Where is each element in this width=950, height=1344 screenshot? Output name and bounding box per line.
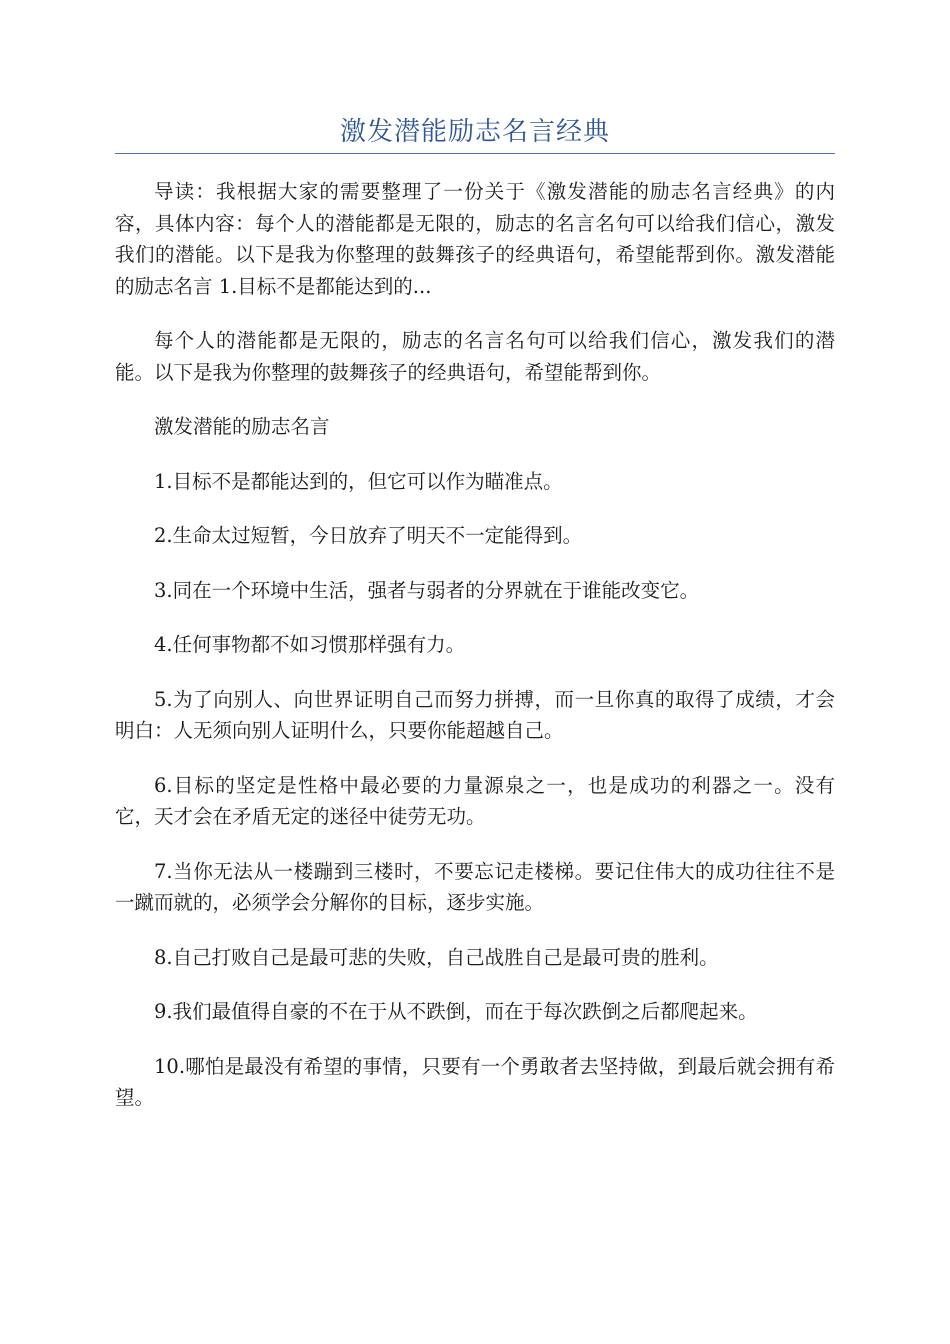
quote-item-10: 10.哪怕是最没有希望的事情，只要有一个勇敢者去坚持做，到最后就会拥有希望。 (115, 1054, 835, 1109)
quote-item-2: 2.生命太过短暂，今日放弃了明天不一定能得到。 (154, 524, 583, 547)
quote-item-5: 5.为了向别人、向世界证明自己而努力拼搏，而一旦你真的取得了成绩，才会明白：人无须向别人证明什么，只要你能超越自己。 (115, 687, 835, 742)
section-heading: 激发潜能的励志名言 (154, 415, 330, 438)
quote-item-8: 8.自己打败自己是最可悲的失败，自己战胜自己是最可贵的胜利。 (154, 945, 719, 969)
quote-item-7: 7.当你无法从一楼蹦到三楼时，不要忘记走楼梯。要记住伟大的成功往往不是一蹴而就的，必须学会分解你的目标，逐步实施。 (115, 859, 835, 914)
quote-item-4: 4.任何事物都不如习惯那样强有力。 (154, 633, 466, 656)
quote-item-1: 1.目标不是都能达到的，但它可以作为瞄准点。 (154, 469, 563, 493)
body-paragraph: 每个人的潜能都是无限的，励志的名言名句可以给我们信心，激发我们的潜能。以下是我为你整理的鼓舞孩子的经典语句，希望能帮到你。 (115, 329, 835, 384)
document-body (115, 176, 835, 1137)
quote-item-6: 6.目标的坚定是性格中最必要的力量源泉之一，也是成功的利器之一。没有它，天才会在矛盾无定的迷径中徒劳无功。 (115, 773, 835, 828)
title-underline (115, 153, 835, 154)
quote-item-9: 9.我们最值得自豪的不在于从不跌倒，而在于每次跌倒之后都爬起来。 (154, 1000, 758, 1023)
intro-paragraph: 导读：我根据大家的需要整理了一份关于《激发潜能的励志名言经典》的内容，具体内容：每个人的潜能都是无限的，励志的名言名句可以给我们信心，激发我们的潜能。以下是我为你整理的鼓舞孩子的经典语句，希望能帮到你。激发潜能的励志名言 1.目标不是都能达到的... (115, 180, 835, 298)
document-title: 激发潜能励志名言经典 (339, 117, 610, 147)
quote-item-3: 3.同在一个环境中生活，强者与弱者的分界就在于谁能改变它。 (154, 578, 700, 602)
